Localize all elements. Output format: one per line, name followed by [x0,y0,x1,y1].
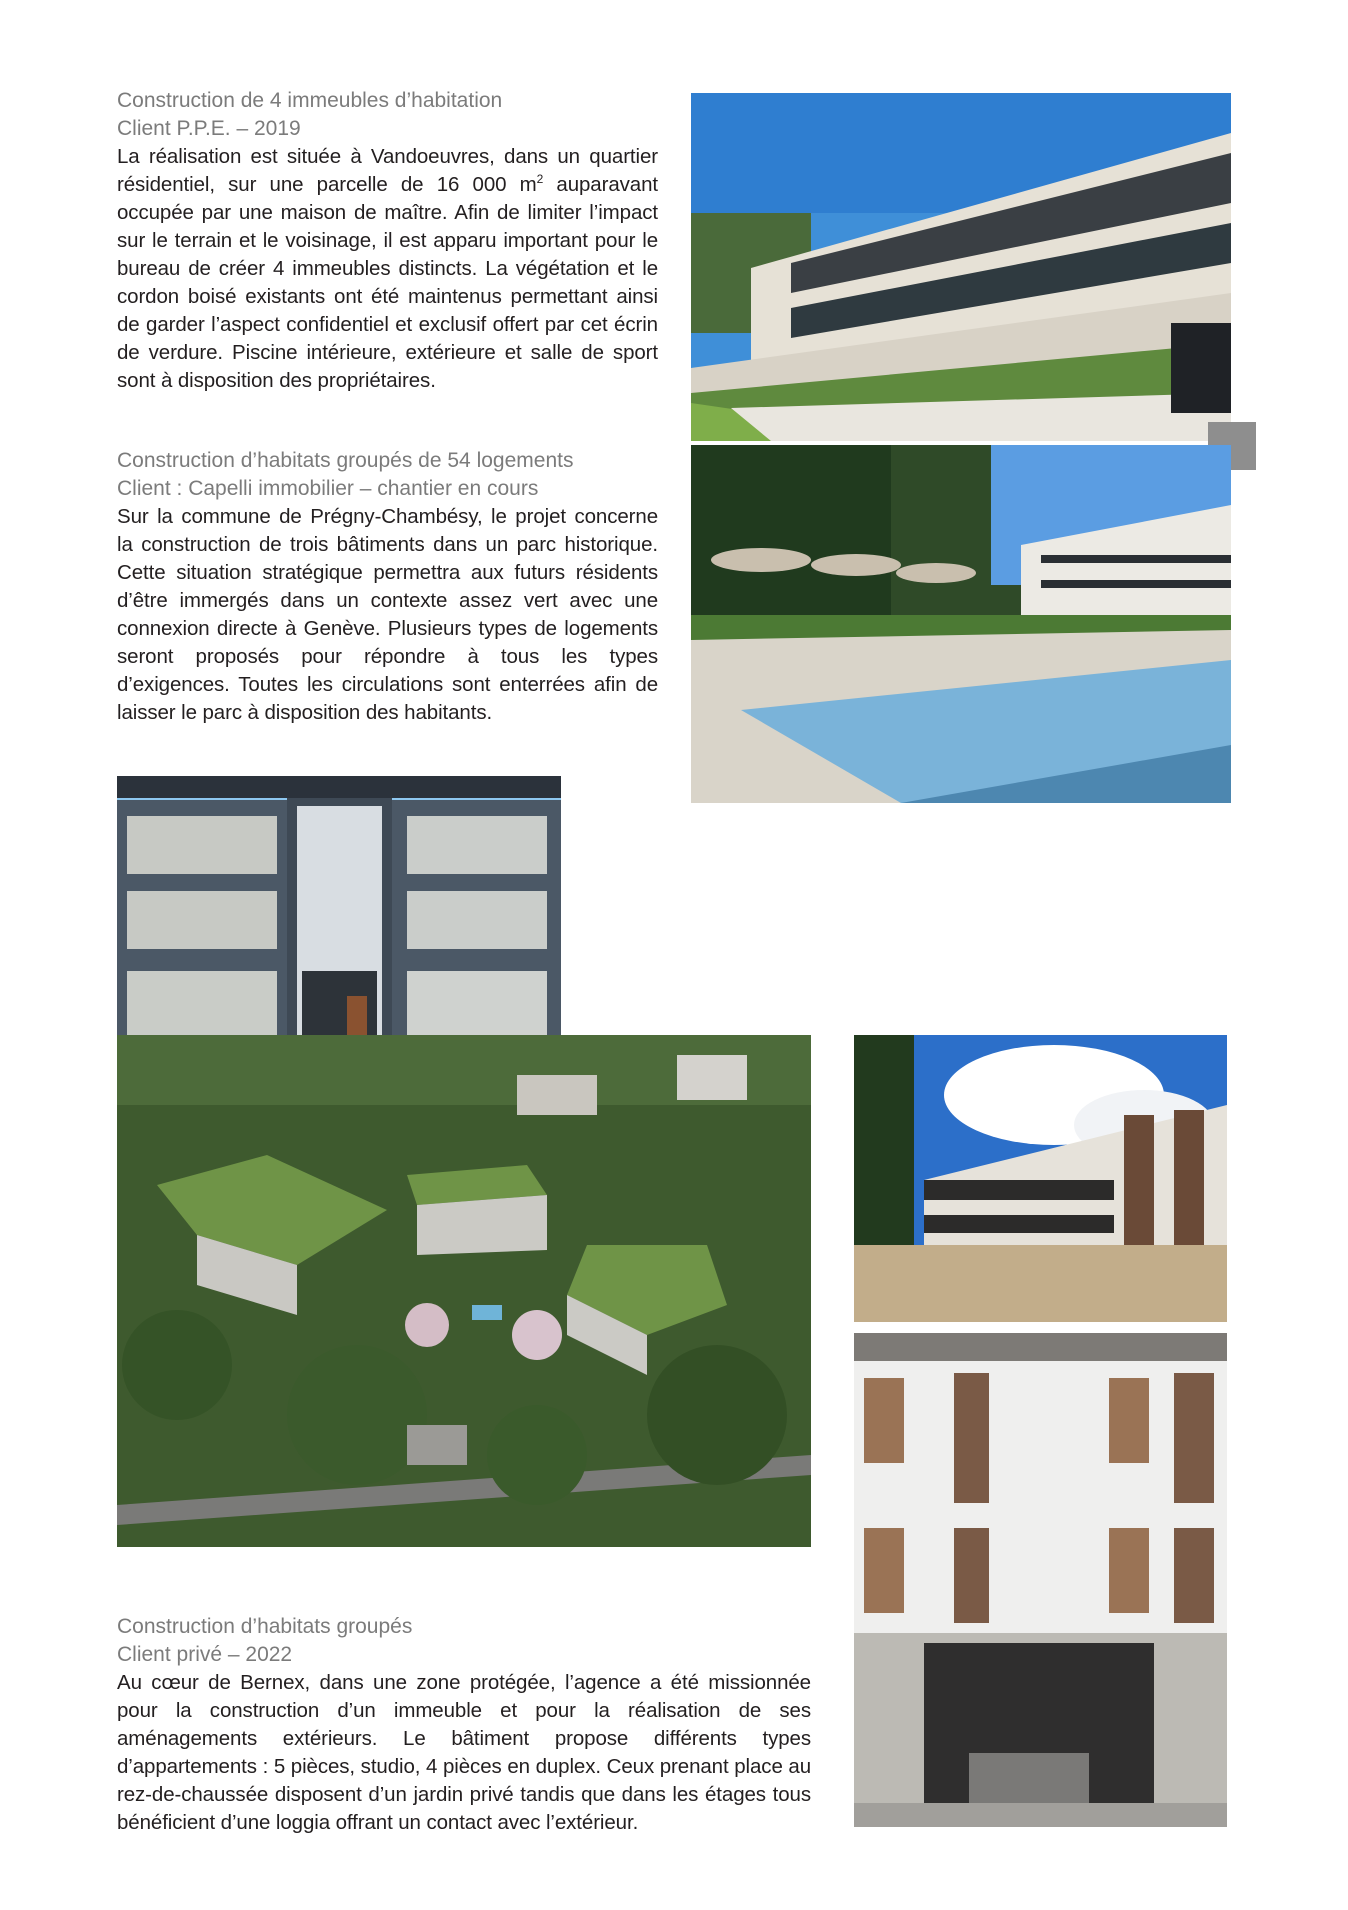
project-3-client: Client privé – 2022 [117,1643,293,1666]
project-2-body: Sur la commune de Prégny-Chambésy, le projet concerne la construction de trois bâtiments dans un parc historique. Cette situation stratégique permettra aux futurs résidents d’être immergés dans un contexte assez vert avec une connexion directe à Genève. Plusieurs types de logements seront proposés pour répondre à tous les types d’exigences. Toutes les circulations sont enterrées afin de laisser le parc à disposition des habitants. [117,505,658,724]
photo-aerial-render [117,1035,811,1547]
project-3-body: Au cœur de Bernex, dans une zone protégée, l’agence a été missionnée pour la construction d’un immeuble et pour la réalisation de ses aménagements extérieurs. Le bâtiment propose différents types d’appartements : 5 pièces, studio, 4 pièces en duplex. Ceux prenant place au rez-de-chaussée disposent d’un jardin privé tandis que dans les étages tous bénéficient d’une loggia offrant un contact avec l’extérieur. [117,1671,811,1834]
project-2 [117,447,658,727]
photo-pool [691,445,1231,803]
project-1-body: La réalisation est située à Vandoeuvres, dans un quartier résidentiel, sur une parcelle de 16 000 $m^2$ auparavant occupée par une maison de maître. Afin de limiter l’impact sur le terrain et le voisinage, il est apparu important pour le bureau de créer 4 immeubles distincts. La végétation et le cordon boisé existants ont été maintenus permettant ainsi de garder l’aspect confidentiel et exclusif offert par cet écrin de verdure. Piscine intérieure, extérieure et salle de sport sont à disposition des propriétaires. [117,145,658,392]
photo-bernex-building [854,1035,1227,1322]
project-2-client: Client : Capelli immobilier – chantier en cours [117,477,539,500]
project-1-client: Client P.P.E. – 2019 [117,117,301,140]
project-3 [117,1613,811,1837]
project-2-title: Construction d’habitats groupés de 54 logements [117,449,574,472]
project-1-title: Construction de 4 immeubles d’habitation [117,89,503,112]
photo-bernex-gate [854,1333,1227,1827]
photo-vandoeuvres-terraces [691,93,1231,441]
project-3-title: Construction d’habitats groupés [117,1615,413,1638]
project-1 [117,87,658,395]
